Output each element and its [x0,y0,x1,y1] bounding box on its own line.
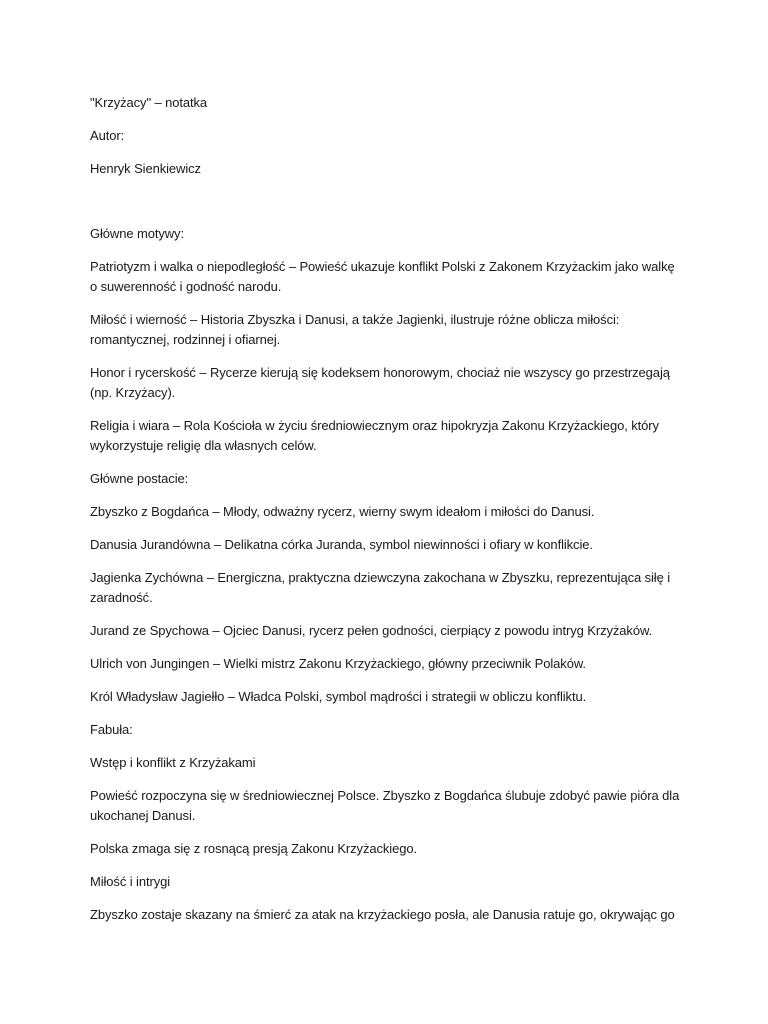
motifs-heading: Główne motywy: [90,226,184,241]
plot-subheading: Miłość i intrygi [90,874,171,889]
character-paragraph: Danusia Jurandówna – Delikatna córka Juranda, symbol niewinności i ofiary w konflikcie. [90,537,593,552]
motif-paragraph: Honor i rycerskość – Rycerze kierują się kodeksem honorowym, chociaż nie wszyscy go przestrzegają (np. Krzyżacy). [90,365,670,400]
character-paragraph: Jagienka Zychówna – Energiczna, praktyczna dziewczyna zakochana w Zbyszku, reprezentująca siłę i zaradność. [90,570,671,605]
motif-paragraph: Miłość i wierność – Historia Zbyszka i Danusi, a także Jagienki, ilustruje różne oblicza miłości: romantycznej, rodzinnej i ofiarnej. [90,312,620,347]
plot-paragraph: Zbyszko zostaje skazany na śmierć za atak na krzyżackiego posła, ale Danusia ratuje go, okrywając go [90,907,675,922]
plot-subheading: Wstęp i konflikt z Krzyżakami [90,755,256,770]
document-body [90,93,680,938]
blank-line [90,192,680,224]
character-paragraph: Jurand ze Spychowa – Ojciec Danusi, rycerz pełen godności, cierpiący z powodu intryg Krzyżaków. [90,623,653,638]
characters-heading: Główne postacie: [90,471,189,486]
character-paragraph: Ulrich von Jungingen – Wielki mistrz Zakonu Krzyżackiego, główny przeciwnik Polaków. [90,656,586,671]
plot-heading: Fabuła: [90,722,133,737]
motif-paragraph: Patriotyzm i walka o niepodległość – Powieść ukazuje konflikt Polski z Zakonem Krzyżackim jako walkę o suwerenność i godność narodu. [90,259,675,294]
document-title: "Krzyżacy" – notatka [90,95,208,110]
character-paragraph: Zbyszko z Bogdańca – Młody, odważny rycerz, wierny swym ideałom i miłości do Danusi. [90,504,595,519]
motif-paragraph: Religia i wiara – Rola Kościoła w życiu średniowiecznym oraz hipokryzja Zakonu Krzyżackiego, który wykorzystuje religię dla własnych celów. [90,418,659,453]
author-label: Autor: [90,128,125,143]
plot-paragraph: Polska zmaga się z rosnącą presją Zakonu Krzyżackiego. [90,841,417,856]
author-name: Henryk Sienkiewicz [90,161,201,176]
character-paragraph: Król Władysław Jagiełło – Władca Polski, symbol mądrości i strategii w obliczu konfliktu. [90,689,587,704]
plot-paragraph: Powieść rozpoczyna się w średniowiecznej Polsce. Zbyszko z Bogdańca ślubuje zdobyć pawie pióra dla ukochanej Danusi. [90,788,680,823]
